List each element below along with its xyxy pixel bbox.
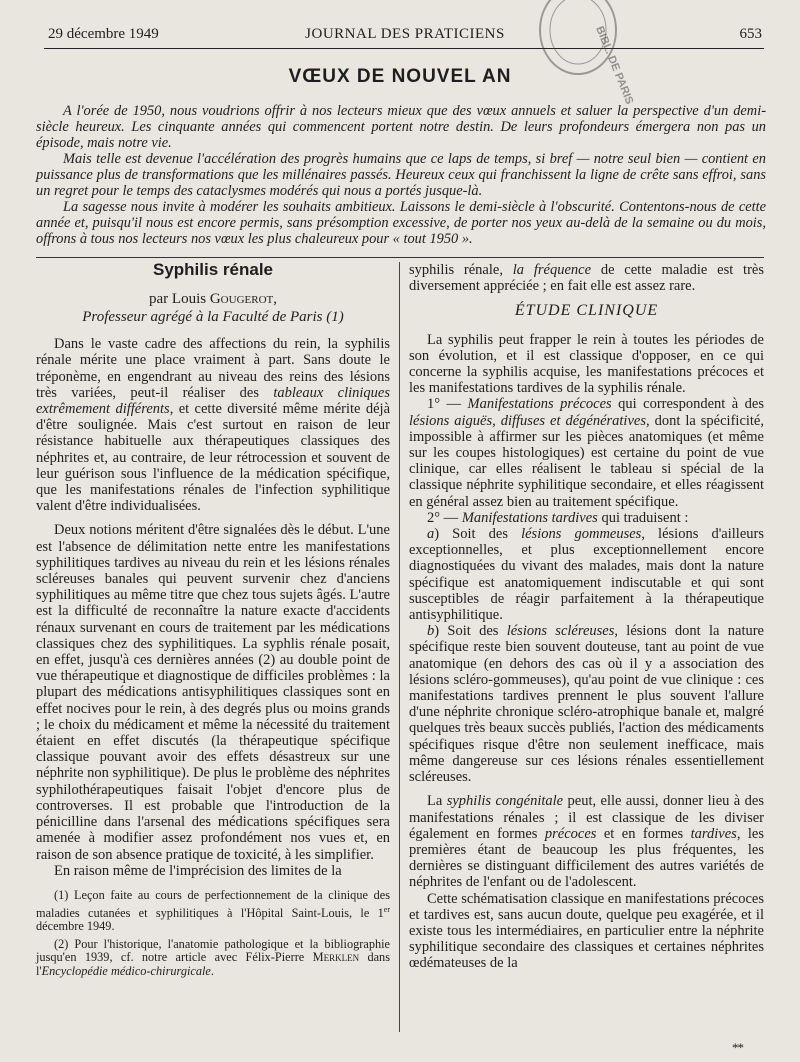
section-heading: ÉTUDE CLINIQUE [514, 302, 659, 320]
footnotes [36, 889, 390, 979]
author-name: Gougerot [209, 291, 274, 308]
body-paragraph: La syphilis peut frapper le rein à toutes les périodes de son évolution, et il est classique d'opposer, en ce qui concerne la syphilis acquise, les manifestations précoces et les manifestations tardives de la syphilis rénale. [409, 331, 764, 397]
article-author: par Louis Gougerot, [149, 291, 277, 308]
header-date: 29 décembre 1949 [48, 26, 159, 42]
intro-paragraph: A l'orée de 1950, nous voudrions offrir à nos lecteurs mieux que des vœux annuels et saluer la perspective d'un demi-siècle heureux. Les cinquante années qui commencent portent notre destin. De leurs profondeurs émergera non pas un épisode, mais notre vie. [36, 103, 766, 151]
body-paragraph: 1° — Manifestations précoces qui correspondent à des lésions aiguës, diffuses et dégénératives, dont la spécificité, impossible à affirmer sur les pièces anatomiques (et même sur les coupes histologiques) est certaine du point de vue clinique, car elles réalisent le tableau si spécial de la classique néphrite syphilitique secondaire, et elles réagissent en général assez bien au traitement spécifique. [409, 396, 764, 510]
header-page-number: 653 [739, 26, 762, 42]
header-journal-title: JOURNAL DES PRATICIENS [305, 26, 505, 42]
right-column [409, 262, 764, 972]
intro-paragraph: La sagesse nous invite à modérer les souhaits ambitieux. Laissons le demi-siècle à l'obscurité. Contentons-nous de cette année et, puisqu'il nous est encore permis, sans présomption excessive, de porter nos yeux au-delà de la semaine ou du mois, offrons à tous nos lecteurs nos vœux les plus chaleureux pour « tout 1950 ». [36, 199, 766, 247]
column-divider [399, 262, 400, 1032]
body-paragraph: 2° — Manifestations tardives qui traduisent : [427, 509, 689, 526]
footnote-2: (2) Pour l'historique, l'anatomie pathologique et la bibliographie jusqu'en 1939, cf. notre article avec Félix-Pierre Merklen dans l'Encyclopédie médico-chirurgicale. [36, 936, 390, 978]
left-column [36, 262, 390, 979]
page-marker: ** [732, 1040, 743, 1055]
body-paragraph: En raison même de l'imprécision des limites de la [54, 862, 342, 879]
editorial-title: VŒUX DE NOUVEL AN [288, 66, 512, 87]
body-paragraph: Deux notions méritent d'être signalées dès le début. L'une est l'absence de délimitation nette entre les manifestations syphilitiques tardives au niveau du rein et les lésions rénales scléreuses banales qui peuvent survenir chez d'anciens syphilitiques au même titre que chez tous sujets âgés. L'autre est la difficulté de reconnaître la nature exacte d'accidents rénaux survenant en cours de traitement par les médications classiques chez des syphilitiques. La syphlis rénale posait, en effet, jusqu'à ces dernières années (2) au double point de vue thérapeutique et diagnostique de difficiles problèmes : la plupart des médications antisyphilitiques classiques sont en effet nocives pour le rein, à des degrés plus ou moins grands ; le choix du médicament et même la nécessité du traitement étaient en effet discutés (la thérapeutique spécifique classique pouvant avoir des effets désastreux sur une néphrite non syphilitique). De plus le problème des néphrites syphilothérapeutiques faisait l'objet d'encore plus de controverses. Il est probable que l'introduction de la pénicilline dans l'arsenal des médications spécifiques sera amenée à modifier assez profondément nos vues et, en raison de son absence pratique de toxicité, à les simplifier. [36, 522, 390, 863]
body-paragraph: syphilis rénale, la fréquence de cette maladie est très diversement appréciée ; en fait elle est assez rare. [409, 262, 764, 295]
body-paragraph: Cette schématisation classique en manifestations précoces et tardives est, sans aucun doute, quelque peu exagérée, et il existe tous les intermédiaires, en particulier entre la néphrite syphilitique secondaire des classiques et certaines néphrites œdémateuses de la [409, 890, 765, 972]
body-paragraph: a) Soit des lésions gommeuses, lésions d'ailleurs exceptionnelles, et plus exceptionnellement encore diagnostiquées du vivant des malades, mais dont la nature spécifique est anatomiquement indiscutable et qui sont susceptibles de réagir parfaitement à la thérapeutique antisyphilitique. [409, 526, 764, 624]
header-rule [44, 48, 764, 49]
body-paragraph: Dans le vaste cadre des affections du rein, la syphilis rénale mérite une place vraiment à part. Sans doute le tréponème, en engendrant au niveau des reins des lésions très variées, peut-il réaliser des tableaux cliniques extrêmement différents, et cette diversité même mérite déjà d'être soulignée. Mais c'est surtout en raison de leur résistance habituelle aux thérapeutiques classiques des néphrites et, au contraire, de leur rétrocession et souvent de leur guérison sous l'influence de la médication spécifique, que les manifestations rénales de l'infection syphilitique valent d'être individualisées. [36, 336, 391, 515]
running-header [48, 26, 762, 46]
body-paragraph: b) Soit des lésions scléreuses, lésions dont la nature spécifique reste bien souvent douteuse, tant au point de vue anatomique (en dehors des cas où il y a association des lésions scléro-gommeuses), qu'au point de vue clinique : ces manifestations tardives prennent le plus souvent l'allure d'une néphrite chronique scléro-atrophique banale et, malgré quelques très beaux succès publiés, l'action des médicaments spécifiques risque d'être non seulement inefficace, mais même dangereuse sur ces lésions rénales essentiellement scléreuses. [409, 623, 764, 786]
stamp-text: BIBL. DE PARIS [593, 24, 636, 107]
intro-paragraph: Mais telle est devenue l'accélération des progrès humains que ce laps de temps, si bref — notre seul bien — contient en puissance plus de transformations que les millénaires passés. Heureux ceux qui franchissent la ligne de crête sans effroi, sans un regret pour le temps des cataclysmes modérés qui nous a portés jusque-là. [36, 151, 766, 199]
editorial-intro [36, 103, 766, 247]
section-rule [36, 257, 764, 258]
footnote-1: (1) Leçon faite au cours de perfectionnement de la clinique des maladies cutanées et syphilitiques à l'Hôpital Saint-Louis, le 1er décembre 1949. [36, 887, 390, 934]
article-title: Syphilis rénale [153, 260, 273, 279]
author-affiliation: Professeur agrégé à la Faculté de Paris (1) [82, 309, 344, 326]
body-paragraph: La syphilis congénitale peut, elle aussi, donner lieu à des manifestations rénales ; il est classique de les diviser également en formes précoces et en formes tardives, les premières étant de beaucoup les plus fréquentes, les dernières se distinguant difficilement des autres variétés de néphrites de l'enfant ou de l'adolescent. [409, 793, 765, 891]
